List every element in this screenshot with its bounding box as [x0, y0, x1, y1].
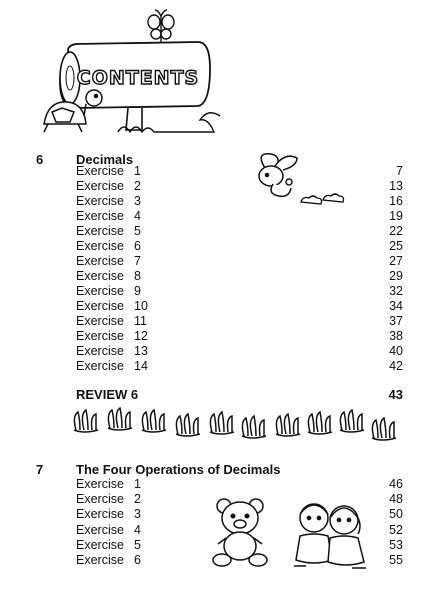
exercise-label: Exercise: [76, 299, 124, 313]
exercise-number: 4: [134, 209, 141, 223]
grass-tuft-icon: [340, 410, 364, 432]
butterfly-icon: [148, 10, 174, 46]
toc-entry: [76, 209, 196, 224]
exercise-number: 2: [134, 179, 141, 193]
toc-entry: [76, 284, 196, 299]
exercise-number: 3: [134, 194, 141, 208]
page-number: 46: [389, 477, 403, 491]
page-number: 7: [396, 164, 403, 178]
grass-tuft-row: [70, 404, 410, 444]
page-number: 40: [389, 344, 403, 358]
toc-entry: [76, 179, 196, 194]
exercise-label: Exercise: [76, 194, 124, 208]
exercise-label: Exercise: [76, 179, 124, 193]
header-title: CONTENTS: [76, 67, 200, 89]
toc-entry: [76, 477, 196, 492]
toc-entry: [76, 269, 196, 284]
exercise-label: Exercise: [76, 209, 124, 223]
rabbit-icon: [259, 154, 297, 197]
page-number: 55: [389, 553, 403, 567]
exercise-label: Exercise: [76, 537, 124, 552]
exercise-label: Exercise: [76, 553, 124, 567]
chapter-title: Decimals: [76, 152, 134, 167]
page-number: 37: [389, 314, 403, 328]
toc-entry: [76, 344, 196, 359]
page-number: 13: [389, 179, 403, 193]
exercise-number: 10: [134, 299, 148, 313]
toc-entry: [76, 507, 196, 522]
toc-entry: [76, 164, 196, 179]
toc-entry: [76, 239, 196, 254]
teddy-bear-icon: [213, 499, 267, 566]
exercise-number: 4: [134, 522, 141, 537]
exercise-label: Exercise: [76, 239, 124, 253]
chapter-number: 7: [36, 462, 44, 477]
review-page-number: 43: [388, 387, 403, 402]
exercise-label: Exercise: [76, 314, 124, 328]
exercise-label: Exercise: [76, 329, 124, 343]
grass-tuft-icon: [108, 408, 132, 430]
toc-entry: [76, 492, 196, 507]
exercise-label: Exercise: [76, 284, 124, 298]
page-number: 50: [389, 507, 403, 522]
toc-entry: [76, 553, 196, 568]
page-number: 19: [389, 209, 403, 223]
exercise-label: Exercise: [76, 224, 124, 238]
toc-entry: [76, 359, 196, 374]
rabbit-illustration: [245, 148, 355, 214]
page-number: 42: [389, 359, 403, 373]
page-number: 34: [389, 299, 403, 313]
exercise-label: Exercise: [76, 492, 124, 507]
exercise-label: Exercise: [76, 344, 124, 358]
exercise-label: Exercise: [76, 522, 124, 537]
page-number: 25: [389, 239, 403, 253]
toc-entry: [76, 329, 196, 344]
cloud-icon: [301, 194, 344, 204]
toc-entry: [76, 299, 196, 314]
teddy-bear-illustration: [210, 496, 274, 568]
grass-tuft-icon: [142, 410, 166, 432]
toc-entry: [76, 314, 196, 329]
exercise-number: 2: [134, 492, 141, 507]
exercise-number: 11: [134, 314, 147, 328]
exercise-number: 12: [134, 329, 148, 343]
page-number: 38: [389, 329, 403, 343]
children-icon: [294, 504, 366, 568]
toc-entry: [76, 194, 196, 209]
grass-tuft-icon: [74, 410, 98, 432]
exercise-number: 6: [134, 239, 141, 253]
toc-entry: [76, 523, 196, 538]
exercise-label: Exercise: [76, 477, 124, 491]
chapter-title: The Four Operations of Decimals: [76, 462, 281, 477]
children-illustration: [288, 496, 372, 572]
exercise-number: 1: [134, 164, 141, 178]
page-number: 48: [389, 492, 403, 507]
page-number: 16: [389, 194, 403, 208]
chapter-number: 6: [36, 152, 44, 167]
exercise-label: Exercise: [76, 507, 124, 522]
grass-tuft-icon: [372, 418, 396, 440]
toc-entry: [76, 254, 196, 269]
page-number: 29: [389, 269, 403, 283]
page-number: 32: [389, 284, 403, 298]
page-number: 53: [389, 537, 403, 552]
exercise-number: 3: [134, 507, 141, 522]
page-number: 22: [389, 224, 403, 238]
exercise-number: 14: [134, 359, 148, 373]
grass-tuft-icon: [210, 412, 234, 434]
exercise-number: 7: [134, 254, 141, 268]
grass-tuft-icon: [308, 412, 332, 434]
page-number: 52: [389, 522, 403, 537]
grass-tuft-icon: [176, 414, 200, 436]
exercise-number: 8: [134, 269, 141, 283]
review-title: REVIEW 6: [76, 387, 139, 402]
grass-tuft-icon: [276, 414, 300, 436]
page-number: 27: [389, 254, 403, 268]
exercise-number: 5: [134, 224, 141, 238]
toc-entry: [76, 538, 196, 553]
exercise-label: Exercise: [76, 359, 124, 373]
exercise-label: Exercise: [76, 254, 124, 268]
exercise-number: 5: [134, 537, 141, 552]
exercise-number: 9: [134, 284, 141, 298]
toc-entry: [76, 224, 196, 239]
exercise-label: Exercise: [76, 164, 124, 178]
exercise-number: 1: [134, 477, 141, 491]
exercise-label: Exercise: [76, 269, 124, 283]
exercise-number: 6: [134, 553, 141, 567]
grass-tuft-icon: [242, 416, 266, 438]
exercise-number: 13: [134, 344, 148, 358]
contents-sign-illustration: [30, 8, 270, 140]
